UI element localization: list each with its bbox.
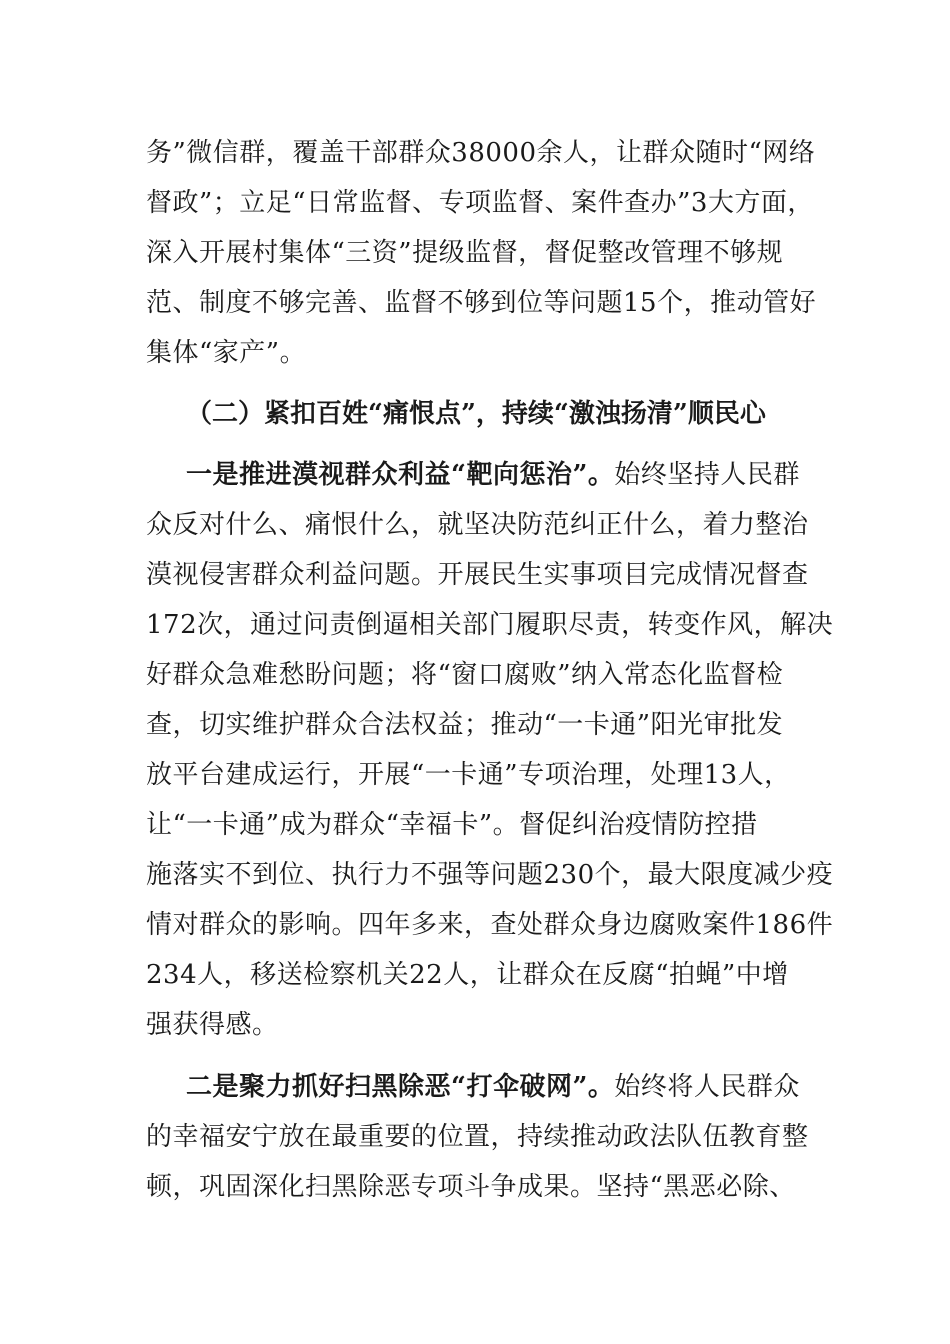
paragraph-line: 情对群众的影响。四年多来，查处群众身边腐败案件186件 (146, 910, 834, 940)
paragraph-line: 集体“家产”。 (146, 338, 307, 368)
paragraph-line: 让“一卡通”成为群众“幸福卡”。督促纠治疫情防控措 (146, 810, 758, 840)
paragraph-line: 深入开展村集体“三资”提级监督，督促整改管理不够规 (146, 238, 784, 268)
paragraph-line: 172次，通过问责倒逼相关部门履职尽责，转变作风，解决 (146, 610, 834, 640)
section-heading: （二）紧扣百姓“痛恨点”，持续“激浊扬清”顺民心 (186, 399, 766, 429)
item-one-first-line-rest: 始终坚持人民群 (614, 460, 800, 490)
paragraph-line: 顿，巩固深化扫黑除恶专项斗争成果。坚持“黑恶必除、 (146, 1172, 796, 1202)
paragraph-line: 234人，移送检察机关22人，让群众在反腐“拍蝇”中增 (146, 960, 789, 990)
paragraph-line: 督政”；立足“日常监督、专项监督、案件查办”3大方面， (146, 188, 814, 218)
item-two-first-line (186, 1070, 806, 1104)
item-two-first-line-rest: 始终将人民群众 (614, 1072, 800, 1102)
paragraph-line: 的幸福安宁放在最重要的位置，持续推动政法队伍教育整 (146, 1122, 809, 1152)
paragraph-line: 务”微信群，覆盖干部群众38000余人，让群众随时“网络 (146, 138, 816, 168)
paragraph-line: 好群众急难愁盼问题；将“窗口腐败”纳入常态化监督检 (146, 660, 784, 690)
item-one-lead: 一是推进漠视群众利益“靶向惩治”。 (186, 460, 615, 490)
paragraph-line: 施落实不到位、执行力不强等问题230个，最大限度减少疫 (146, 860, 834, 890)
item-two-lead: 二是聚力抓好扫黑除恶“打伞破网”。 (186, 1072, 615, 1102)
paragraph-line: 范、制度不够完善、监督不够到位等问题15个，推动管好 (146, 288, 817, 318)
item-one-first-line (186, 458, 806, 492)
paragraph-line: 强获得感。 (146, 1010, 279, 1040)
paragraph-line: 查，切实维护群众合法权益；推动“一卡通”阳光审批发 (146, 710, 784, 740)
paragraph-line: 放平台建成运行，开展“一卡通”专项治理，处理13人， (146, 760, 791, 790)
paragraph-line: 漠视侵害群众利益问题。开展民生实事项目完成情况督查 (146, 560, 809, 590)
paragraph-line: 众反对什么、痛恨什么，就坚决防范纠正什么，着力整治 (146, 510, 809, 540)
